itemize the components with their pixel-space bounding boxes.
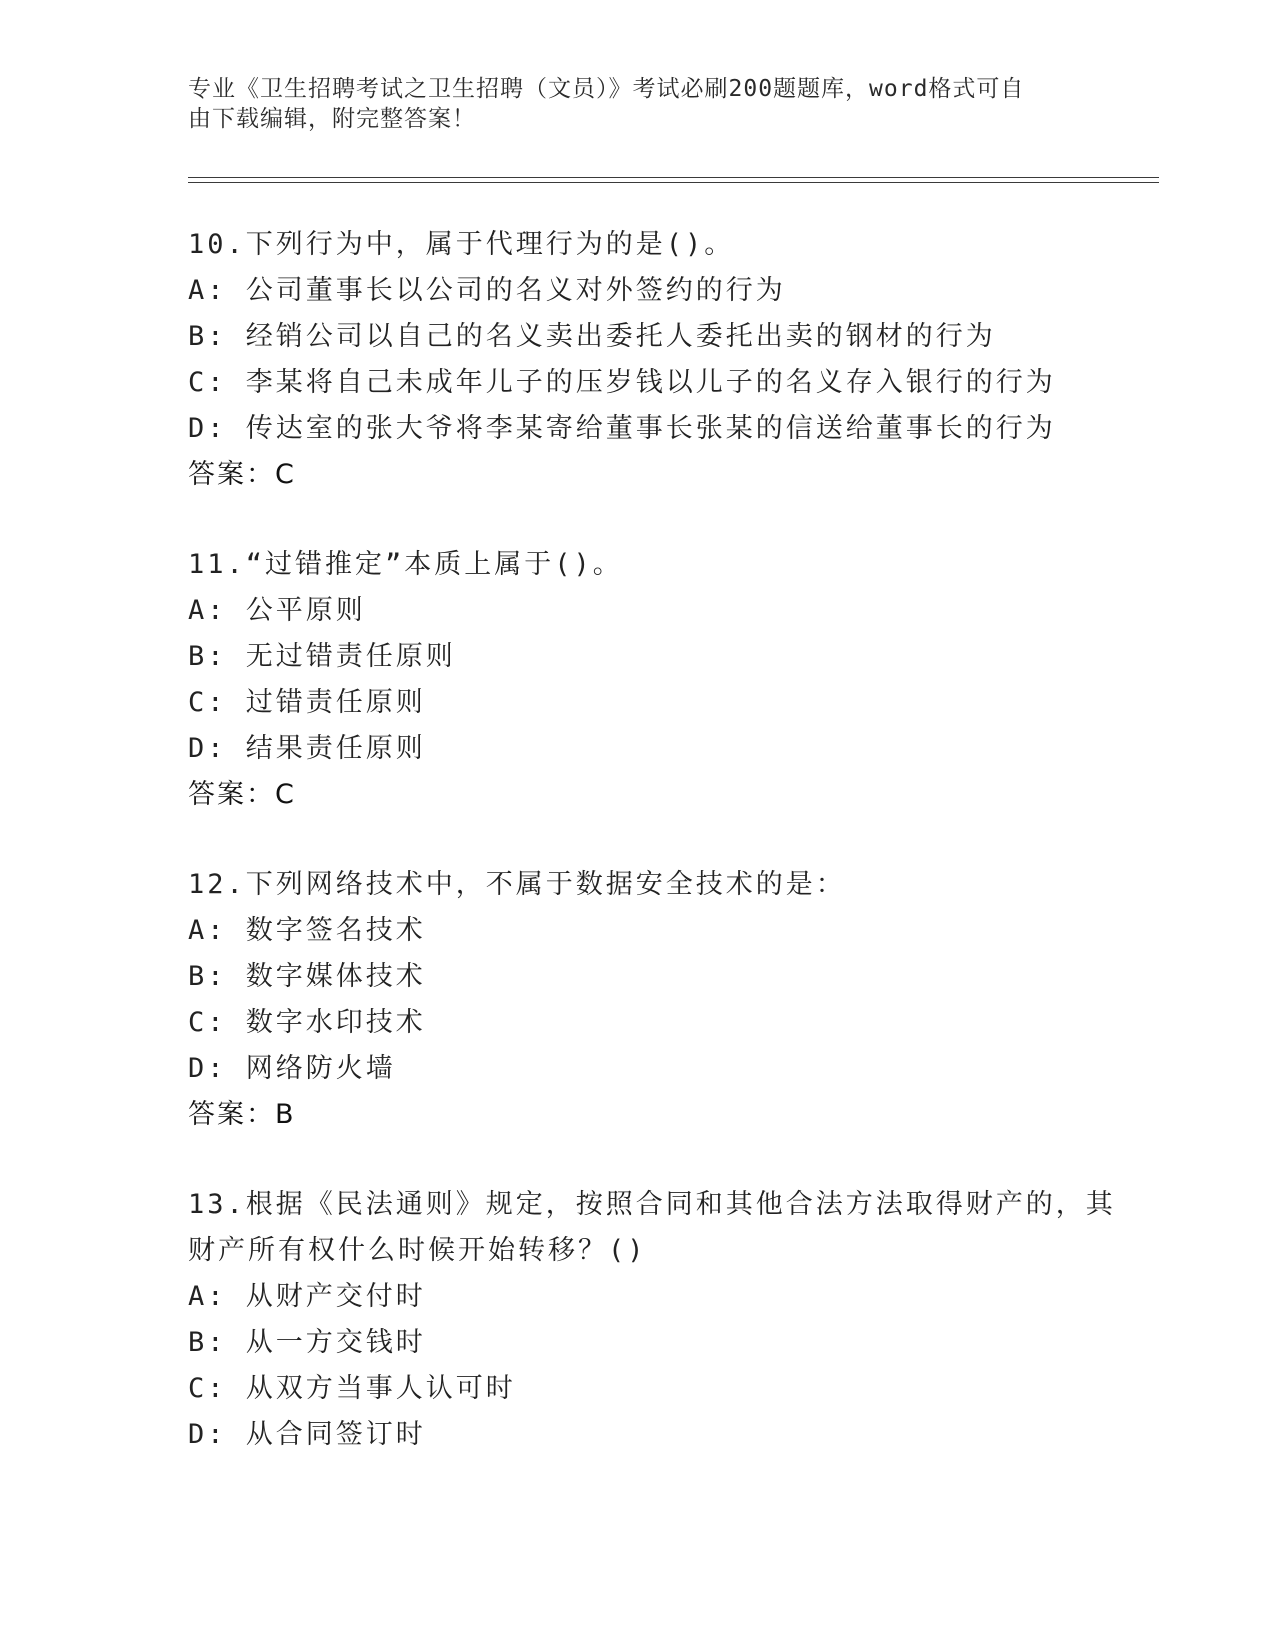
question-12 (188, 862, 1148, 1138)
question-stem-line-1: 13.根据《民法通则》规定，按照合同和其他合法方法取得财产的，其 (188, 1189, 1116, 1220)
option-a: A: 从财产交付时 (188, 1281, 426, 1312)
header-divider-top (188, 177, 1159, 178)
question-10 (188, 222, 1148, 498)
answer: 答案：B (188, 1099, 296, 1130)
option-a: A: 公司董事长以公司的名义对外签约的行为 (188, 275, 786, 306)
question-11 (188, 542, 1148, 818)
header-intro-line-1: 专业《卫生招聘考试之卫生招聘（文员）》考试必刷200题题库，word格式可自 (188, 76, 1025, 102)
question-stem: 11.“过错推定”本质上属于()。 (188, 549, 623, 580)
option-b: B: 经销公司以自己的名义卖出委托人委托出卖的钢材的行为 (188, 321, 996, 352)
option-d: D: 结果责任原则 (188, 733, 426, 764)
document-header (188, 74, 1088, 134)
option-a: A: 公平原则 (188, 595, 366, 626)
question-stem: 12.下列网络技术中，不属于数据安全技术的是： (188, 869, 846, 900)
option-c: C: 数字水印技术 (188, 1007, 426, 1038)
option-b: B: 无过错责任原则 (188, 641, 456, 672)
header-intro-line-2: 由下载编辑，附完整答案！ (188, 106, 476, 132)
option-d: D: 网络防火墙 (188, 1053, 396, 1084)
option-b: B: 数字媒体技术 (188, 961, 426, 992)
header-divider-bottom (188, 182, 1159, 183)
option-d: D: 从合同签订时 (188, 1419, 426, 1450)
question-13 (188, 1182, 1148, 1458)
option-c: C: 从双方当事人认可时 (188, 1373, 516, 1404)
option-a: A: 数字签名技术 (188, 915, 426, 946)
question-stem-line-2: 财产所有权什么时候开始转移？() (188, 1235, 647, 1266)
option-b: B: 从一方交钱时 (188, 1327, 426, 1358)
option-c: C: 过错责任原则 (188, 687, 426, 718)
answer: 答案：C (188, 459, 296, 490)
option-d: D: 传达室的张大爷将李某寄给董事长张某的信送给董事长的行为 (188, 413, 1056, 444)
option-c: C: 李某将自己未成年儿子的压岁钱以儿子的名义存入银行的行为 (188, 367, 1056, 398)
answer: 答案：C (188, 779, 296, 810)
question-stem: 10.下列行为中，属于代理行为的是()。 (188, 229, 735, 260)
